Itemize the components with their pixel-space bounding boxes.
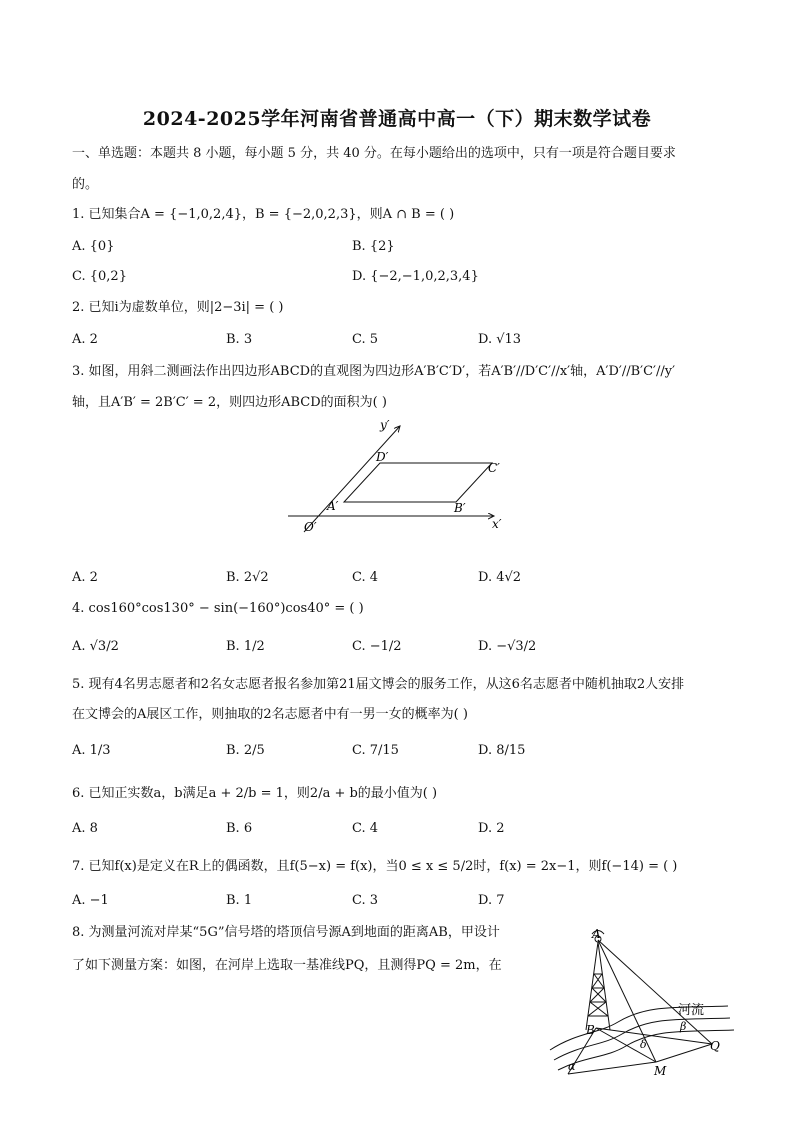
q1-option-d: D. {−2,−1,0,2,3,4} <box>352 269 479 284</box>
q3-option-c: C. 4 <box>352 570 379 585</box>
q6-option-d: D. 2 <box>478 821 505 836</box>
section-heading-line1: 一、单选题：本题共 8 小题，每小题 5 分，共 40 分。在每小题给出的选项中，只有一项是符合题目要求 <box>72 146 676 161</box>
q8-stem-line1: 8. 为测量河流对岸某“5G”信号塔的塔顶信号源A到地面的距离AB，甲设计 <box>72 925 500 940</box>
q5-option-d: D. 8/15 <box>478 743 526 758</box>
q8-stem-line2: 了如下测量方案：如图，在河岸上选取一基准线PQ，且测得PQ = 2m，在 <box>72 958 502 973</box>
angle-delta-label: δ <box>640 1038 647 1051</box>
x-axis-label: x′ <box>492 517 502 531</box>
q3-option-b: B. 2√2 <box>226 570 269 585</box>
q4-option-d: D. −√3/2 <box>478 639 537 654</box>
q6-option-a: A. 8 <box>72 821 98 836</box>
point-c-label: C′ <box>488 461 500 475</box>
point-q-label: Q <box>710 1039 720 1053</box>
q7-stem: 7. 已知f(x)是定义在R上的偶函数，且f(5−x) = f(x)，当0 ≤ x ≤ 5/2时，f(x) = 2x−1，则f(−14) = ( ) <box>72 859 678 874</box>
y-axis-label: y′ <box>380 418 390 432</box>
q7-option-c: C. 3 <box>352 893 379 908</box>
q6-stem: 6. 已知正实数a，b满足a + 2/b = 1，则2/a + b的最小值为( ) <box>72 786 438 801</box>
q7-option-d: D. 7 <box>478 893 505 908</box>
q1-option-a: A. {0} <box>72 239 115 254</box>
q3-option-a: A. 2 <box>72 570 98 585</box>
point-b-label: B <box>586 1023 595 1037</box>
q6-option-c: C. 4 <box>352 821 379 836</box>
origin-label: O′ <box>304 520 317 534</box>
q2-option-b: B. 3 <box>226 332 253 347</box>
q5-stem-line2: 在文博会的A展区工作，则抽取的2名志愿者中有一男一女的概率为( ) <box>72 707 468 722</box>
angle-alpha-label: α <box>568 1060 576 1073</box>
point-m-label: M <box>654 1064 667 1078</box>
q3-oblique-figure <box>282 416 512 538</box>
q4-option-a: A. √3/2 <box>72 639 119 654</box>
angle-beta-label: β <box>680 1020 687 1033</box>
q5-option-b: B. 2/5 <box>226 743 265 758</box>
point-b-label: B′ <box>454 501 466 515</box>
q7-option-a: A. −1 <box>72 893 109 908</box>
q3-stem-line2: 轴，且A′B′ = 2B′C′ = 2，则四边形ABCD的面积为( ) <box>72 395 387 410</box>
point-d-label: D′ <box>376 450 389 464</box>
signal-tower-icon <box>586 931 610 1031</box>
q2-option-d: D. √13 <box>478 332 522 347</box>
q4-option-c: C. −1/2 <box>352 639 402 654</box>
q4-stem: 4. cos160°cos130° − sin(−160°)cos40° = ( ) <box>72 601 364 616</box>
q4-option-b: B. 1/2 <box>226 639 265 654</box>
section-heading-line2: 的。 <box>72 177 99 192</box>
q5-stem-line1: 5. 现有4名男志愿者和2名女志愿者报名参加第21届文博会的服务工作，从这6名志愿者中随机抽取2人安排 <box>72 677 685 692</box>
page-title: 2024-2025学年河南省普通高中高一（下）期末数学试卷 <box>142 108 652 130</box>
q2-option-c: C. 5 <box>352 332 379 347</box>
q2-stem: 2. 已知i为虚数单位，则|2−3i| = ( ) <box>72 300 284 315</box>
q8-tower-figure <box>548 922 748 1082</box>
q7-option-b: B. 1 <box>226 893 253 908</box>
q1-option-b: B. {2} <box>352 239 395 254</box>
point-a-label: A <box>592 927 601 941</box>
river-label: 河流 <box>678 1003 705 1018</box>
q1-stem: 1. 已知集合A = {−1,0,2,4}，B = {−2,0,2,3}，则A ∩ B = ( ) <box>72 207 455 222</box>
point-a-label: A′ <box>327 499 339 513</box>
q5-option-c: C. 7/15 <box>352 743 399 758</box>
q6-option-b: B. 6 <box>226 821 253 836</box>
q3-option-d: D. 4√2 <box>478 570 522 585</box>
q5-option-a: A. 1/3 <box>72 743 111 758</box>
q1-option-c: C. {0,2} <box>72 269 127 284</box>
quadrilateral <box>344 463 492 502</box>
q2-option-a: A. 2 <box>72 332 98 347</box>
q3-stem-line1: 3. 如图，用斜二测画法作出四边形ABCD的直观图为四边形A′B′C′D′，若A′B′//D′C′//x′轴，A′D′//B′C′//y′ <box>72 364 676 379</box>
